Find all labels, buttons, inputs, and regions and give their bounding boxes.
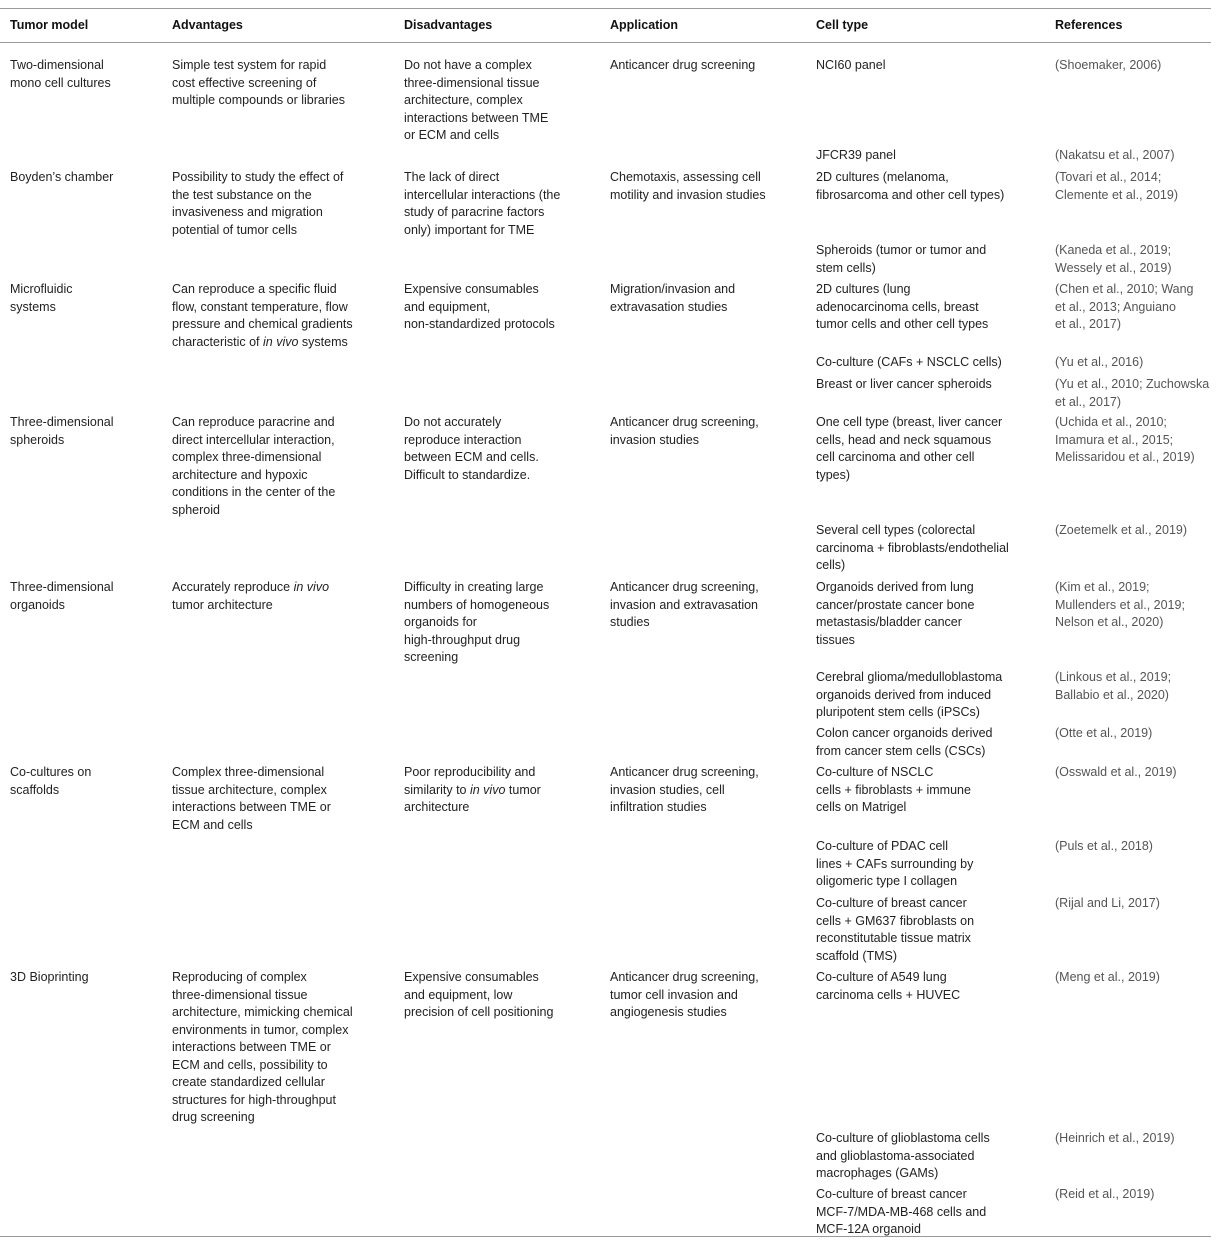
advantages-cell: Can reproduce paracrine and direct intercellular interaction, complex three-dimensional architecture and hypoxic conditions in the center of the spheroid [172, 415, 336, 517]
cell-type-cell: Organoids derived from lung cancer/prostate cancer bone metastasis/bladder cancer tissues [816, 580, 975, 647]
cell-type-cell: JFCR39 panel [816, 148, 896, 162]
disadvantages-cell: Difficulty in creating large numbers of homogeneous organoids for high-throughput drug screening [404, 580, 550, 664]
application-cell: Migration/invasion and extravasation studies [610, 282, 736, 314]
reference-cell: (Linkous et al., 2019; Ballabio et al., 2020) [1055, 670, 1172, 702]
header-advantages: Advantages [172, 18, 243, 32]
disadvantages-cell: Poor reproducibility and similarity to in vivo tumor architecture [404, 765, 541, 814]
reference-cell: (Zoetemelk et al., 2019) [1055, 523, 1188, 537]
cell-type-cell: Co-culture of NSCLC cells + fibroblasts + immune cells on Matrigel [816, 765, 971, 814]
tumor-model-cell: Co-cultures on scaffolds [10, 765, 92, 797]
application-cell: Chemotaxis, assessing cell motility and invasion studies [610, 170, 766, 202]
disadvantages-cell: Expensive consumables and equipment, non-standardized protocols [404, 282, 555, 331]
advantages-cell: Reproducing of complex three-dimensional tissue architecture, mimicking chemical environments in tumor, complex interactions between TME or ECM and cells, possibility to create standardized cellular structures for high-throughput drug screening [172, 970, 353, 1124]
table-bottom-rule [0, 1236, 1211, 1237]
cell-type-cell: Several cell types (colorectal carcinoma + fibroblasts/endothelial cells) [816, 523, 1009, 572]
header-cell-type: Cell type [816, 18, 869, 32]
reference-cell: (Kaneda et al., 2019; Wessely et al., 2019) [1055, 243, 1172, 275]
advantages-cell: Complex three-dimensional tissue architecture, complex interactions between TME or ECM and cells [172, 765, 331, 832]
application-cell: Anticancer drug screening, invasion studies [610, 415, 759, 447]
application-cell: Anticancer drug screening, invasion studies, cell infiltration studies [610, 765, 759, 814]
cell-type-cell: One cell type (breast, liver cancer cells, head and neck squamous cell carcinoma and other cell types) [816, 415, 1003, 482]
application-cell: Anticancer drug screening, invasion and extravasation studies [610, 580, 759, 629]
header-disadvantages: Disadvantages [404, 18, 493, 32]
header-references: References [1055, 18, 1123, 32]
reference-cell: (Nakatsu et al., 2007) [1055, 148, 1175, 162]
reference-cell: (Otte et al., 2019) [1055, 726, 1153, 740]
reference-cell: (Reid et al., 2019) [1055, 1187, 1155, 1201]
cell-type-cell: Co-culture (CAFs + NSCLC cells) [816, 355, 1002, 369]
reference-cell: (Meng et al., 2019) [1055, 970, 1160, 984]
reference-cell: (Osswald et al., 2019) [1055, 765, 1177, 779]
reference-cell: (Yu et al., 2010; Zuchowska et al., 2017) [1055, 377, 1210, 409]
reference-cell: (Yu et al., 2016) [1055, 355, 1144, 369]
disadvantages-cell: Expensive consumables and equipment, low precision of cell positioning [404, 970, 554, 1019]
cell-type-cell: Co-culture of PDAC cell lines + CAFs surrounding by oligomeric type I collagen [816, 839, 974, 888]
cell-type-cell: 2D cultures (melanoma, fibrosarcoma and other cell types) [816, 170, 1005, 202]
cell-type-cell: Spheroids (tumor or tumor and stem cells) [816, 243, 987, 275]
reference-cell: (Heinrich et al., 2019) [1055, 1131, 1175, 1145]
cell-type-cell: Co-culture of breast cancer cells + GM637 fibroblasts on reconstitutable tissue matrix scaffold (TMS) [816, 896, 975, 963]
application-cell: Anticancer drug screening, tumor cell invasion and angiogenesis studies [610, 970, 759, 1019]
reference-cell: (Kim et al., 2019; Mullenders et al., 2019; Nelson et al., 2020) [1055, 580, 1185, 629]
advantages-cell: Accurately reproduce in vivo tumor architecture [172, 580, 330, 612]
disadvantages-cell: The lack of direct intercellular interactions (the study of paracrine factors only) important for TME [404, 170, 561, 237]
disadvantages-cell: Do not have a complex three-dimensional tissue architecture, complex interactions between TME or ECM and cells [404, 58, 549, 142]
cell-type-cell: NCI60 panel [816, 58, 886, 72]
cell-type-cell: Co-culture of glioblastoma cells and glioblastoma-associated macrophages (GAMs) [816, 1131, 990, 1180]
reference-cell: (Rijal and Li, 2017) [1055, 896, 1160, 910]
reference-cell: (Uchida et al., 2010; Imamura et al., 2015; Melissaridou et al., 2019) [1055, 415, 1195, 464]
cell-type-cell: Cerebral glioma/medulloblastoma organoids derived from induced pluripotent stem cells (iPSCs) [816, 670, 1003, 719]
header-tumor-model: Tumor model [10, 18, 89, 32]
tumor-model-cell: Two-dimensional mono cell cultures [10, 58, 111, 90]
tumor-model-cell: Microfluidic systems [10, 282, 73, 314]
table-top-rule [0, 8, 1211, 9]
reference-cell: (Chen et al., 2010; Wang et al., 2013; Anguiano et al., 2017) [1055, 282, 1194, 331]
cell-type-cell: Breast or liver cancer spheroids [816, 377, 992, 391]
tumor-model-cell: Three-dimensional organoids [10, 580, 114, 612]
cell-type-cell: Colon cancer organoids derived from cancer stem cells (CSCs) [816, 726, 993, 758]
cell-type-cell: Co-culture of A549 lung carcinoma cells + HUVEC [816, 970, 961, 1002]
reference-cell: (Tovari et al., 2014; Clemente et al., 2019) [1055, 170, 1178, 202]
advantages-cell: Simple test system for rapid cost effective screening of multiple compounds or libraries [172, 58, 345, 107]
header-rule [0, 42, 1211, 43]
header-application: Application [610, 18, 679, 32]
tumor-model-cell: Boyden’s chamber [10, 170, 114, 184]
cell-type-cell: Co-culture of breast cancer MCF-7/MDA-MB-468 cells and MCF-12A organoid [816, 1187, 987, 1236]
advantages-cell: Possibility to study the effect of the test substance on the invasiveness and migration potential of tumor cells [172, 170, 344, 237]
reference-cell: (Puls et al., 2018) [1055, 839, 1153, 853]
advantages-cell: Can reproduce a specific fluid flow, constant temperature, flow pressure and chemical gradients characteristic of in vivo systems [172, 282, 353, 349]
tumor-model-cell: Three-dimensional spheroids [10, 415, 114, 447]
application-cell: Anticancer drug screening [610, 58, 756, 72]
cell-type-cell: 2D cultures (lung adenocarcinoma cells, breast tumor cells and other cell types [816, 282, 989, 331]
disadvantages-cell: Do not accurately reproduce interaction between ECM and cells. Difficult to standardize. [404, 415, 539, 482]
reference-cell: (Shoemaker, 2006) [1055, 58, 1162, 72]
tumor-model-cell: 3D Bioprinting [10, 970, 89, 984]
